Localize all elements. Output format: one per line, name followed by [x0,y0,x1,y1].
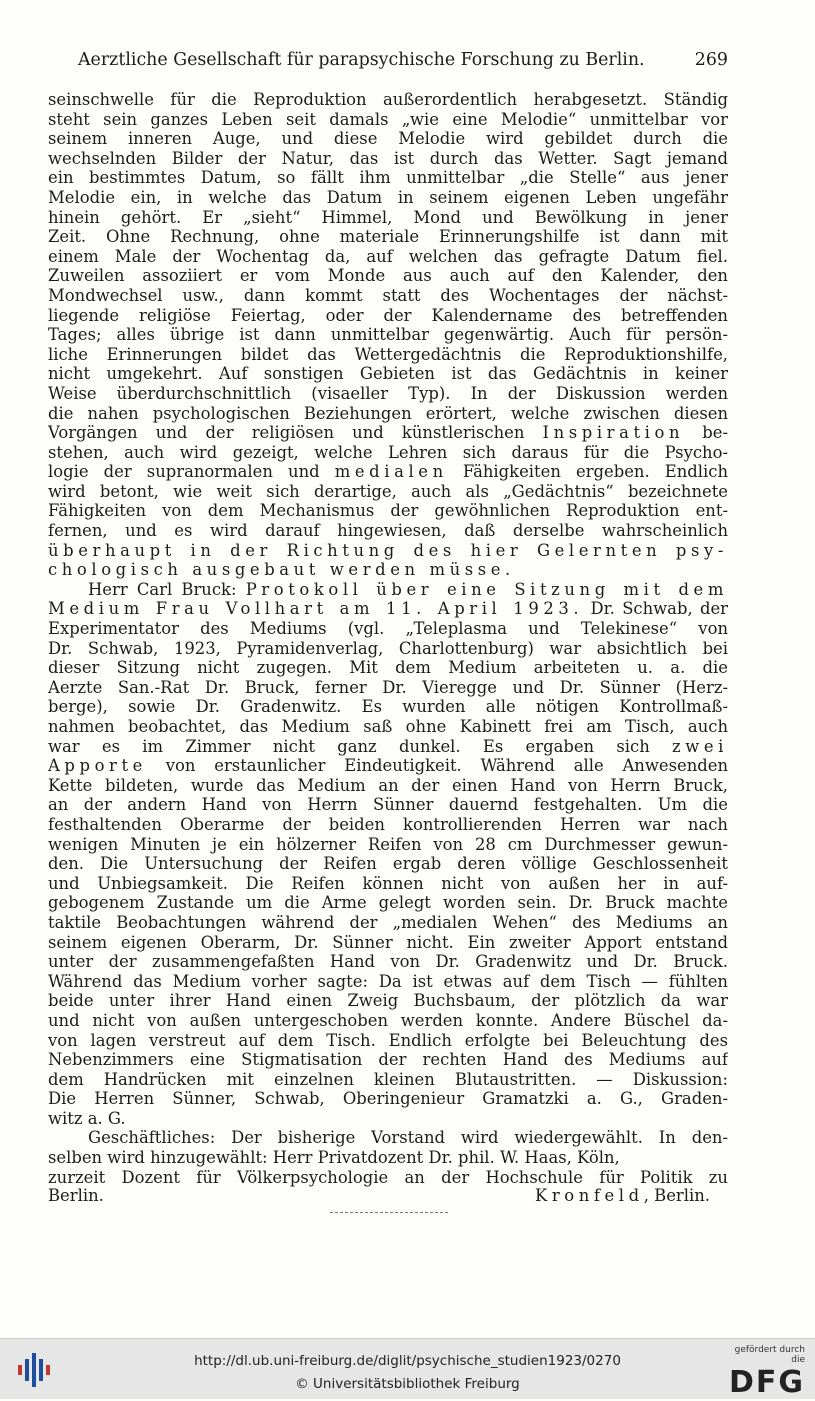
text-line: beide unter ihrer Hand einen Zweig Buchsbaum, der plötzlich da war [48,991,728,1011]
signature-city: , Berlin. [643,1186,710,1205]
text-line: an der andern Hand von Herrn Sünner dauernd festgehalten. Um die [48,795,728,815]
text-line: witz a. G. [48,1108,126,1128]
text-line: berge), sowie Dr. Gradenwitz. Es wurden alle nötigen Kontrollmaß- [48,697,728,717]
text-line: Zeit. Ohne Rechnung, ohne materiale Erinnerungshilfe ist dann mit [48,227,728,247]
signature-name: Kronfeld [534,1186,644,1205]
dfg-sponsor-text: gefördert durch die [734,1345,805,1365]
text-line: liche Erinnerungen bildet das Wettergedächtnis die Reproduktionshilfe, [48,344,728,364]
text-line: Während das Medium vorher sagte: Da ist etwas auf dem Tisch — fühlten [48,971,728,991]
footer-url[interactable]: http://dl.ub.uni-freiburg.de/diglit/psychische_studien1923/0270 [194,1353,621,1369]
text-line: Tages; alles übrige ist dann unmittelbar gegenwärtig. Auch für persön- [48,325,728,345]
text-line: gebogenem Zustande um die Arme gelegt worden sein. Dr. Bruck machte [48,893,728,913]
spaced-emphasis: medialen [334,462,448,482]
text-line: seinschwelle für die Reproduktion außerordentlich herabgesetzt. Ständig [48,90,728,109]
text-line: stehen, auch wird gezeigt, welche Lehren sich daraus für die Psycho- [48,442,728,462]
text-line: selben wird hinzugewählt: Herr Privatdozent Dr. phil. W. Haas, Köln, [48,1148,620,1168]
text-line: steht sein ganzes Leben seit damals „wie eine Melodie“ unmittelbar vor [48,109,728,129]
text-line [48,560,728,580]
text-line: Weise überdurchschnittlich (visaeller Typ). In der Diskussion werden [48,383,728,403]
text-line: den. Die Untersuchung der Reifen ergab deren völlige Geschlossenheit [48,854,728,874]
closing-place: Berlin. [48,1186,104,1205]
running-title: Aerztliche Gesellschaft für parapsychische Forschung zu Berlin. [78,50,645,70]
text-line: ein bestimmtes Datum, so fällt ihm unmittelbar „die Stelle“ aus jener [48,168,728,188]
spaced-emphasis: Protokoll über eine Sitzung mit dem [245,579,728,599]
text-line: Apporte von erstaunlicher Eindeutigkeit. Während alle Anwesenden [48,756,728,776]
end-rule [330,1212,448,1213]
text-line: dem Handrücken mit einzelnen kleinen Blutaustritten. — Diskussion: [48,1069,728,1089]
text-line: Vorgängen und der religiösen und künstlerischen Inspiration be- [48,423,728,443]
text-line: unter der zusammengefaßten Hand von Dr. Gradenwitz und Dr. Bruck. [48,952,728,972]
text-line: Die Herren Sünner, Schwab, Oberingenieur Gramatzki a. G., Graden- [48,1089,728,1109]
text-line: taktile Beobachtungen während der „medialen Wehen“ des Mediums an [48,912,728,932]
footer-copyright: © Universitätsbibliothek Freiburg [295,1376,520,1392]
text-line: Fähigkeiten von dem Mechanismus der gewöhnlichen Reproduktion ent- [48,501,728,521]
text-line: logie der supranormalen und medialen Fähigkeiten ergeben. Endlich [48,462,728,482]
dfg-logo-text: DFG [728,1365,805,1400]
text-line [48,541,728,561]
text-line: Nebenzimmers eine Stigmatisation der rechten Hand des Mediums auf [48,1050,728,1070]
text-line: wird betont, wie weit sich derartige, auch als „Gedächtnis“ bezeichnete [48,481,728,501]
text-line: Medium Frau Vollhart am 11. April 1923. Dr. Schwab, der [48,599,728,619]
text-line: Mondwechsel usw., dann kommt statt des Wochentages der nächst- [48,285,728,305]
text-line: nicht umgekehrt. Auf sonstigen Gebieten ist das Gedächtnis in keiner [48,364,728,384]
text-line: dieser Sitzung nicht zugegen. Mit dem Medium arbeiteten u. a. die [48,658,728,678]
text-line: seinem eigenen Oberarm, Dr. Sünner nicht. Ein zweiter Apport entstand [48,932,728,952]
text-line: Aerzte San.-Rat Dr. Bruck, ferner Dr. Vieregge und Dr. Sünner (Herz- [48,677,728,697]
spaced-emphasis: chologisch ausgebaut werden müsse. [48,560,515,580]
text-line: wenigen Minuten je ein hölzerner Reifen von 28 cm Durchmesser gewun- [48,834,728,854]
text-line: Zuweilen assoziiert er vom Monde aus auch auf den Kalender, den [48,266,728,286]
spaced-emphasis: Medium Frau Vollhart am 11. April 1923. [48,599,584,619]
text-line: Melodie ein, in welche das Datum in seinem eigenen Leben ungefähr [48,187,728,207]
text-line: von lagen verstreut auf dem Tisch. Endlich erfolgte bei Beleuchtung des [48,1030,728,1050]
text-line: war es im Zimmer nicht ganz dunkel. Es ergaben sich zwei [48,736,728,756]
page-number: 269 [694,50,728,70]
text-line: die nahen psychologischen Beziehungen erörtert, welche zwischen diesen [48,403,728,423]
body-text [48,90,728,1187]
spaced-emphasis: Apporte [48,756,147,776]
text-line: Experimentator des Mediums (vgl. „Teleplasma und Telekinese“ von [48,619,728,639]
text-line: zurzeit Dozent für Völkerpsychologie an der Hochschule für Politik zu [48,1167,728,1187]
closing-line [48,1186,728,1206]
text-line: seinem inneren Auge, und diese Melodie wird gebildet durch die [48,129,728,149]
text-line: Dr. Schwab, 1923, Pyramidenverlag, Charlottenburg) war absichtlich bei [48,638,728,658]
signature [535,1186,710,1206]
text-line: einem Male der Wochentag da, auf welchen das gefragte Datum fiel. [48,246,728,266]
text-line: Geschäftliches: Der bisherige Vorstand wird wiedergewählt. In den- [88,1128,728,1148]
text-line: Herr Carl Bruck: Protokoll über eine Sitzung mit dem [88,579,728,599]
text-line: hinein gehört. Er „sieht“ Himmel, Mond und Bewölkung in jener [48,207,728,227]
text-line: nahmen beobachtet, das Medium saß ohne Kabinett frei am Tisch, auch [48,717,728,736]
text-line: fernen, und es wird darauf hingewiesen, daß derselbe wahrscheinlich [48,521,728,541]
dfg-logo [719,1345,805,1400]
text-line: Kette bildeten, wurde das Medium an der einen Hand von Herrn Bruck, [48,775,728,795]
spaced-emphasis: Inspiration [542,423,685,443]
text-line: festhaltenden Oberarme der beiden kontrollierenden Herren war nach [48,814,728,834]
spaced-emphasis: zwei [672,736,728,756]
spaced-emphasis: überhaupt in der Richtung des hier Gelernten psy- [48,540,728,560]
text-line: liegende religiöse Feiertag, oder der Kalendername des betreffenden [48,305,728,325]
text-line: und Unbiegsamkeit. Die Reifen können nicht von außen her in auf- [48,873,728,893]
text-line: und nicht von außen untergeschoben werden konnte. Andere Büschel da- [48,1010,728,1030]
text-line: wechselnden Bilder der Natur, das ist durch das Wetter. Sagt jemand [48,148,728,168]
viewer-footer [0,1338,815,1399]
